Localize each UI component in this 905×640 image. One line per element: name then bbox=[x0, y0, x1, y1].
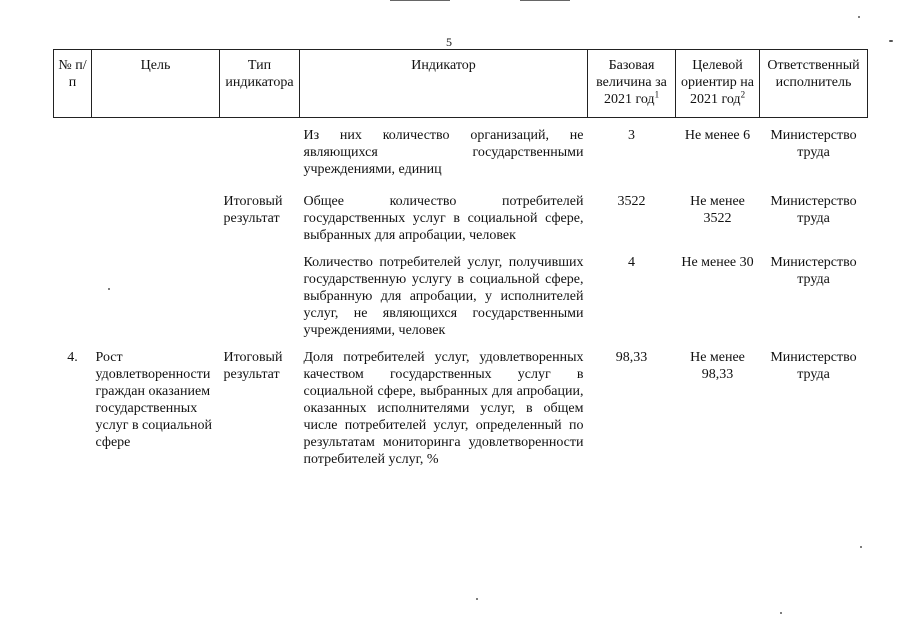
cell-target-value: Не менее 30 bbox=[681, 255, 754, 270]
cell-target-value: Не менее 98,33 bbox=[690, 350, 745, 382]
cell-goal bbox=[92, 118, 220, 194]
header-type: Тип индикатора bbox=[220, 50, 300, 118]
cell-num: 4. bbox=[67, 350, 78, 365]
cell-target-value: Не менее 3522 bbox=[690, 194, 745, 226]
cell-responsible: Министерство труда bbox=[770, 128, 857, 160]
table-row bbox=[54, 193, 868, 254]
header-base bbox=[588, 50, 676, 118]
header-num: № п/п bbox=[54, 50, 92, 118]
scan-speck bbox=[476, 598, 478, 600]
cell-indicator: Общее количество потребителей государственных услуг в социальной сфере, выбранных для апробации, человек bbox=[303, 194, 584, 243]
cell-base-value: 98,33 bbox=[615, 350, 648, 365]
table-row bbox=[54, 118, 868, 194]
cell-goal: Рост удовлетворенности граждан оказанием государственных услуг в социальной сфере bbox=[95, 350, 212, 450]
cell-num bbox=[54, 193, 92, 254]
scan-speck bbox=[889, 40, 893, 42]
cell-base-value: 3522 bbox=[617, 194, 646, 209]
cell-target-value: Не менее 6 bbox=[684, 128, 751, 143]
cell-num bbox=[54, 118, 92, 194]
cell-indicator: Из них количество организаций, не являющихся государственными учреждениями, единиц bbox=[303, 128, 584, 177]
scan-speck bbox=[108, 288, 110, 290]
cell-responsible: Министерство труда bbox=[770, 350, 857, 382]
scan-speck bbox=[780, 612, 782, 614]
cell-type bbox=[220, 118, 300, 194]
footnote-marker: 1 bbox=[654, 89, 660, 100]
page-number: 5 bbox=[446, 35, 452, 49]
indicator-table bbox=[53, 49, 868, 468]
table-row bbox=[54, 254, 868, 349]
cell-type: Итоговый результат bbox=[223, 350, 283, 382]
scan-speck bbox=[858, 16, 860, 18]
table-header-row bbox=[54, 50, 868, 118]
cell-indicator: Количество потребителей услуг, получивших государственную услугу в социальной сфере, выбранную для апробации, у исполнителей услуг, не являющихся государственными учреждениями, человек bbox=[303, 255, 584, 338]
header-base-label: Базовая величина за 2021 год bbox=[596, 58, 667, 107]
cell-goal bbox=[92, 193, 220, 254]
cell-responsible: Министерство труда bbox=[770, 255, 857, 287]
cell-goal bbox=[92, 254, 220, 349]
cell-indicator: Доля потребителей услуг, удовлетворенных качеством государственных услуг в социальной сфере, выбранных для апробации, оказанных исполнителями услуг, в общем числе потребителей услуг, определенный по результатам мониторинга удовлетворенности потребителей услуг, % bbox=[303, 350, 584, 467]
footnote-marker: 2 bbox=[740, 89, 746, 100]
header-target-label: Целевой ориентир на 2021 год bbox=[680, 58, 754, 107]
header-target bbox=[676, 50, 760, 118]
cell-type bbox=[220, 254, 300, 349]
cell-base-value: 3 bbox=[628, 128, 635, 143]
cell-responsible: Министерство труда bbox=[770, 194, 857, 226]
cell-num bbox=[54, 254, 92, 349]
header-responsible: Ответственный исполнитель bbox=[760, 50, 868, 118]
cell-type: Итоговый результат bbox=[223, 194, 283, 226]
table-row bbox=[54, 349, 868, 468]
top-edge-rule bbox=[520, 0, 570, 1]
header-goal: Цель bbox=[92, 50, 220, 118]
top-edge-rule bbox=[390, 0, 450, 1]
scan-speck bbox=[860, 546, 862, 548]
cell-base-value: 4 bbox=[628, 255, 635, 270]
header-indicator: Индикатор bbox=[300, 50, 588, 118]
